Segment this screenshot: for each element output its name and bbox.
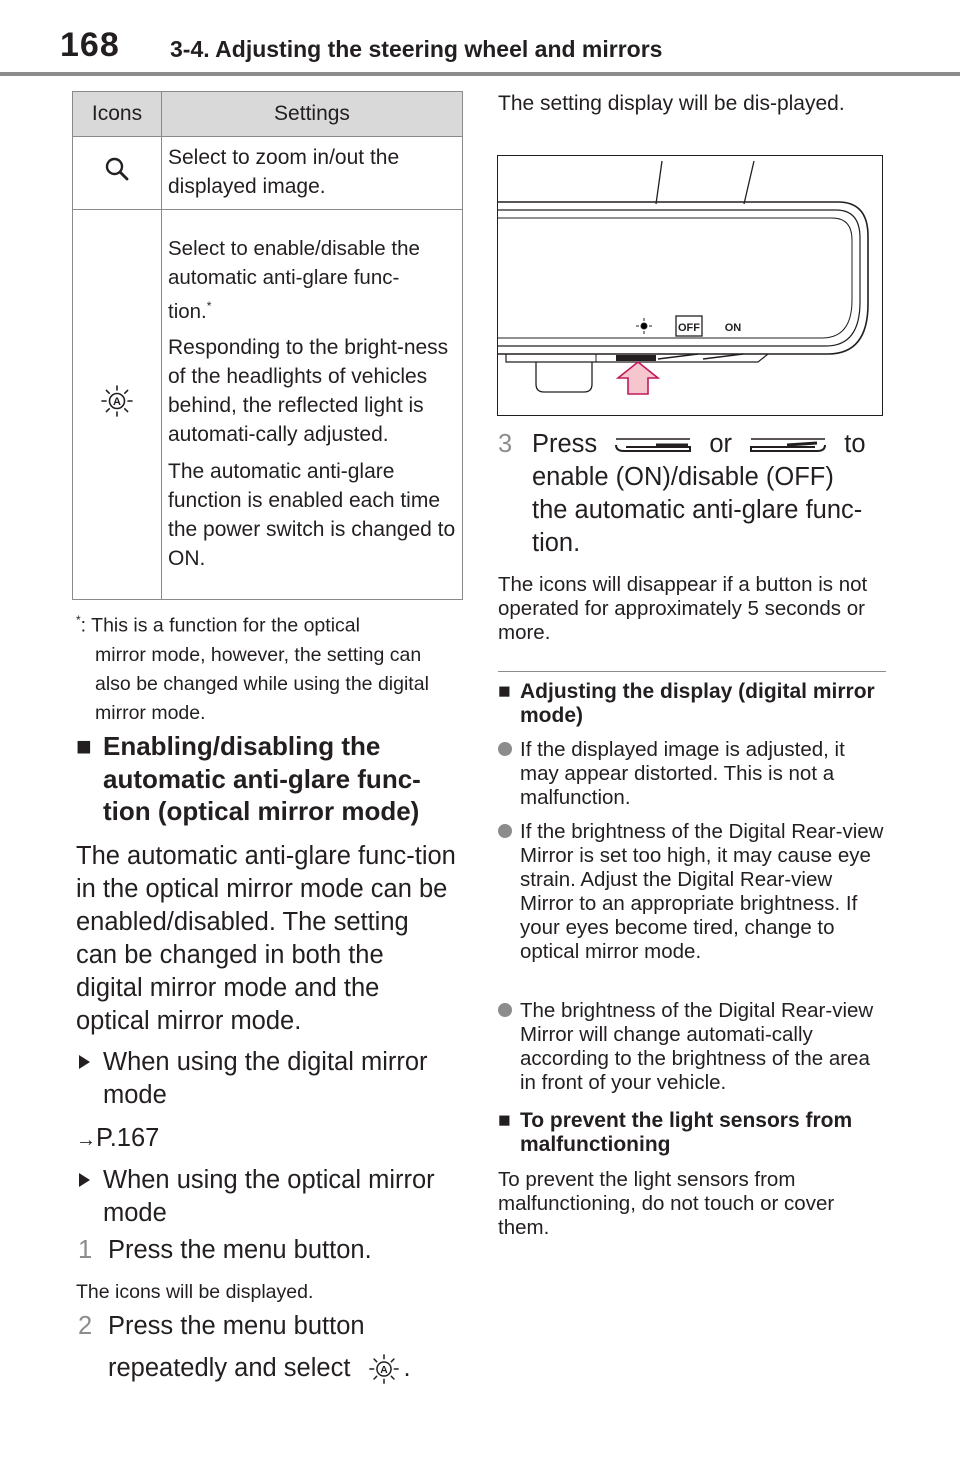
triangle-bullet-icon xyxy=(79,1173,90,1187)
divider xyxy=(498,671,886,672)
section-heading: ■ Enabling/disabling the automatic anti-glare func-tion (optical mirror mode) xyxy=(76,731,421,826)
svg-text:A: A xyxy=(113,395,121,408)
rear-view-mirror-drawing xyxy=(498,156,882,415)
table-row xyxy=(73,137,463,210)
circle-bullet-icon xyxy=(498,1003,512,1017)
mirror-illustration xyxy=(497,155,883,416)
auto-anti-glare-icon xyxy=(368,1353,400,1385)
step-2: 2 Press the menu button xyxy=(78,1312,365,1340)
icon-cell xyxy=(73,210,162,600)
pointer-arrow xyxy=(618,362,658,394)
list-item: The brightness of the Digital Rear-view Mirror will change automati-cally according to the brightness of the area in front of your vehicle. xyxy=(498,999,886,1095)
light-sensor-paragraph: To prevent the light sensors from malfunctioning, do not touch or cover them. xyxy=(498,1168,835,1239)
step-3-note: The icons will disappear if a button is not operated for approximately 5 seconds or more. xyxy=(498,573,868,644)
square-bullet-icon: ■ xyxy=(498,1109,511,1132)
table-row xyxy=(73,210,463,600)
list-item: If the brightness of the Digital Rear-view Mirror is set too high, it may cause eye strain. Adjust the Digital Rear-view Mirror to an appropriate brightness. If your eyes become tired, change to optical mirror mode. xyxy=(498,820,886,964)
list-item: If the displayed image is adjusted, it may appear distorted. This is not a malfunction. xyxy=(498,738,886,810)
header-rule xyxy=(0,72,960,76)
anti-glare-description: Responding to the bright-ness of the headlights of vehicles behind, the reflected light is automati-cally adjusted. xyxy=(168,336,449,447)
section-paragraph: The automatic anti-glare func-tion in the optical mirror mode can be enabled/disabled. The setting can be changed in both the digital mirror mode and the optical mirror mode. xyxy=(76,842,456,1035)
table-header-row xyxy=(73,92,463,137)
list-item: When using the optical mirror mode xyxy=(76,1164,456,1230)
page-reference[interactable]: →P.167 xyxy=(76,1124,160,1152)
section-title: 3-4. Adjusting the steering wheel and mirrors xyxy=(170,36,663,62)
anti-glare-default-note: The automatic anti-glare function is enabled each time the power switch is changed to ON. xyxy=(168,460,456,571)
right-button-icon xyxy=(747,435,829,455)
square-bullet-icon: ■ xyxy=(498,680,511,703)
step-2-cont: repeatedly and select A . xyxy=(108,1352,468,1385)
col-header-icons: Icons xyxy=(73,92,162,137)
triangle-bullet-icon xyxy=(79,1055,90,1069)
auto-anti-glare-icon xyxy=(100,384,134,418)
settings-cell xyxy=(162,210,463,600)
subheading-adjusting-display: ■ Adjusting the display (digital mirror mode) xyxy=(498,680,875,727)
svg-text:A: A xyxy=(379,1365,388,1377)
subheading-light-sensors: ■ To prevent the light sensors from malfunctioning xyxy=(498,1109,853,1156)
step-3: 3 Press or to enable (ON)/disable (OFF) the automatic anti-glare func- tion. xyxy=(498,430,866,557)
zoom-icon xyxy=(104,156,130,182)
zoom-setting-text: Select to zoom in/out the displayed image. xyxy=(168,146,400,198)
icons-settings-table xyxy=(72,91,463,600)
col-header-settings: Settings xyxy=(162,92,463,137)
circle-bullet-icon xyxy=(498,742,512,756)
list-item: When using the digital mirror mode xyxy=(76,1046,456,1112)
svg-text:OFF: OFF xyxy=(678,322,700,334)
anti-glare-setting-text: Select to enable/disable the automatic anti-glare func- tion.* xyxy=(168,236,420,323)
svg-text:ON: ON xyxy=(724,322,742,334)
brightness-icon xyxy=(636,318,652,334)
step-1: 1 Press the menu button. xyxy=(78,1236,372,1264)
settings-cell xyxy=(162,137,463,210)
setting-display-intro: The setting display will be dis-played. xyxy=(498,92,845,115)
icon-cell xyxy=(73,137,162,210)
footnote-mark: * xyxy=(206,298,212,313)
arrow-right-icon: → xyxy=(76,1129,96,1151)
step-1-note: The icons will be displayed. xyxy=(76,1281,314,1303)
circle-bullet-icon xyxy=(498,824,512,838)
left-button-icon xyxy=(612,435,694,455)
square-bullet-icon: ■ xyxy=(76,731,92,761)
footnote: *: This is a function for the optical mirror mode, however, the setting can also be changed while using the digital mirror mode. xyxy=(76,613,429,724)
page-number: 168 xyxy=(60,26,120,64)
